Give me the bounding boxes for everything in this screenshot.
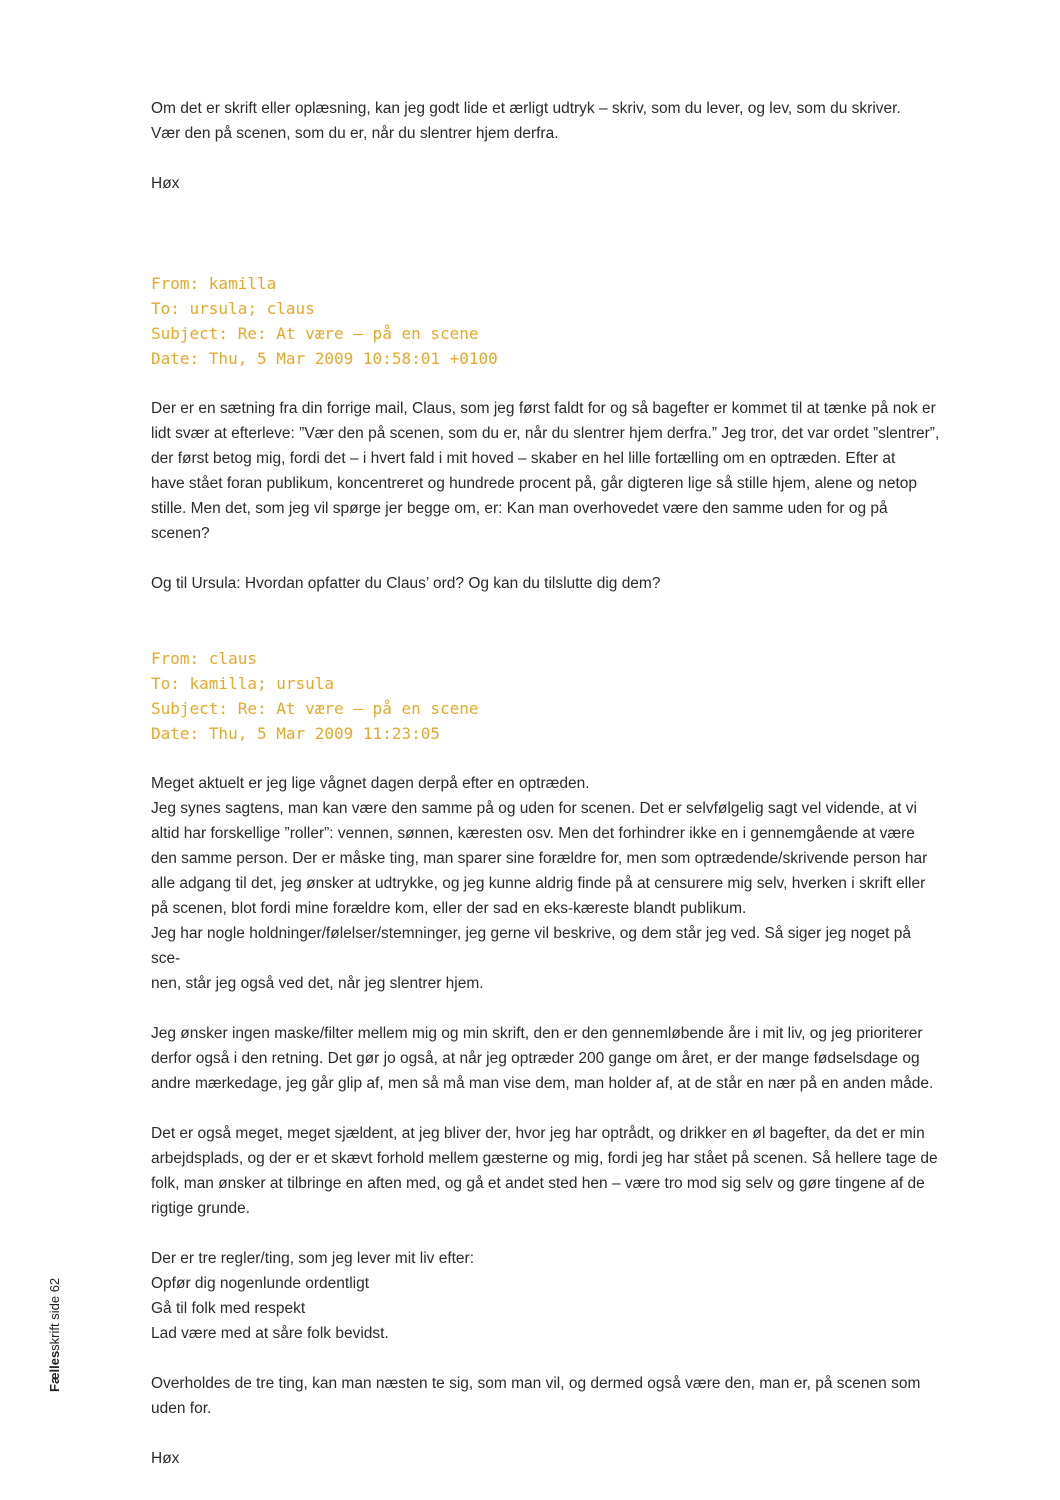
email2-closing [151,1371,941,1421]
body-line: stille. Men det, som jeg vil spørge jer begge om, er: Kan man overhovedet være den samme uden for og på scenen? [151,500,888,542]
body-line: Jeg synes sagtens, man kan være den samme på og uden for scenen. Det er selvfølgelig sagt vel vidende, at vi [151,800,917,817]
body-line: andre mærkedage, jeg går glip af, men så må man vise dem, man holder af, at de står en nær på en anden måde. [151,1075,934,1092]
footer-brand-bold: Fælles [47,1350,62,1392]
email-header-2 [151,646,941,746]
body-line: Meget aktuelt er jeg lige vågnet dagen derpå efter en optræden. [151,775,590,792]
body-line: uden for. [151,1400,212,1417]
rule-item: Gå til folk med respekt [151,1300,306,1317]
email1-question: Og til Ursula: Hvordan opfatter du Claus’ ord? Og kan du tilslutte dig dem? [151,575,661,592]
email1-date: Date: Thu, 5 Mar 2009 10:58:01 +0100 [151,349,498,368]
body-line: have stået foran publikum, koncentreret og hundrede procent på, går digteren lige så stille hjem, alene og netop [151,475,918,492]
rules-intro: Der er tre regler/ting, som jeg lever mit liv efter: [151,1250,475,1267]
body-line: nen, står jeg også ved det, når jeg slentrer hjem. [151,975,484,992]
body-line: lidt svær at efterleve: ”Vær den på scenen, som du er, når du slentrer hjem derfra.” Jeg tror, det var ordet ”slentrer”, [151,425,940,442]
body-line: der først betog mig, fordi det – i hvert fald i mit hoved – skaber en hel lille fortælling om en optræden. Efter at [151,450,896,467]
intro-signoff: Høx [151,175,180,192]
body-line: folk, man ønsker at tilbringe en aften med, og gå et andet sted hen – være tro mod sig selv og gøre tingene af de [151,1175,925,1192]
email1-subject: Subject: Re: At være – på en scene [151,324,479,343]
rule-item: Opfør dig nogenlunde ordentligt [151,1275,370,1292]
body-line: på scenen, blot fordi mine forældre kom, eller der sad en eks-kæreste blandt publikum. [151,900,747,917]
intro-line-2: Vær den på scenen, som du er, når du slentrer hjem derfra. [151,125,559,142]
email2-body-2 [151,1021,941,1096]
body-line: derfor også i den retning. Det gør jo også, at når jeg optræder 200 gange om året, er der mange fødselsdage og [151,1050,920,1067]
email2-body-1 [151,771,941,996]
body-line: alle adgang til det, jeg ønsker at udtrykke, og jeg kunne aldrig finde på at censurere mig selv, hverken i skrift eller [151,875,926,892]
email2-signoff: Høx [151,1450,180,1467]
body-line: den samme person. Der er måske ting, man sparer sine forældre for, men som optrædende/skrivende person har [151,850,928,867]
rule-item: Lad være med at såre folk bevidst. [151,1325,389,1342]
body-line: altid har forskellige ”roller”: vennen, sønnen, kæresten osv. Men det forhindrer ikke en i gennemgående at være [151,825,915,842]
email2-from: From: claus [151,649,257,668]
page-footer [47,1278,62,1392]
email2-date: Date: Thu, 5 Mar 2009 11:23:05 [151,724,440,743]
body-line: Overholdes de tre ting, kan man næsten te sig, som man vil, og dermed også være den, man er, på scenen som [151,1375,921,1392]
email2-rules [151,1246,941,1346]
body-line: Det er også meget, meget sjældent, at jeg bliver der, hvor jeg har optrådt, og drikker en øl bagefter, da det er min [151,1125,925,1142]
email2-subject: Subject: Re: At være – på en scene [151,699,479,718]
document-content [151,96,941,1471]
body-line: Der er en sætning fra din forrige mail, Claus, som jeg først faldt for og så bagefter er kommet til at tænke på nok er [151,400,936,417]
email2-body-3 [151,1121,941,1221]
footer-page-label: skrift side 62 [47,1277,62,1351]
email1-body [151,396,941,546]
email1-to: To: ursula; claus [151,299,315,318]
email-header-1 [151,271,941,371]
body-line: arbejdsplads, og der er et skævt forhold mellem gæsterne og mig, fordi jeg har stået på scenen. Så hellere tage de [151,1150,938,1167]
email1-from: From: kamilla [151,274,277,293]
body-line: Jeg ønsker ingen maske/filter mellem mig og min skrift, den er den gennemløbende åre i mit liv, og jeg prioriterer [151,1025,923,1042]
body-line: rigtige grunde. [151,1200,251,1217]
body-line: Jeg har nogle holdninger/følelser/stemninger, jeg gerne vil beskrive, og dem står jeg ved. Så siger jeg noget på sce- [151,925,911,967]
intro-line-1: Om det er skrift eller oplæsning, kan jeg godt lide et ærligt udtryk – skriv, som du lever, og lev, som du skriver. [151,100,901,117]
email2-to: To: kamilla; ursula [151,674,335,693]
